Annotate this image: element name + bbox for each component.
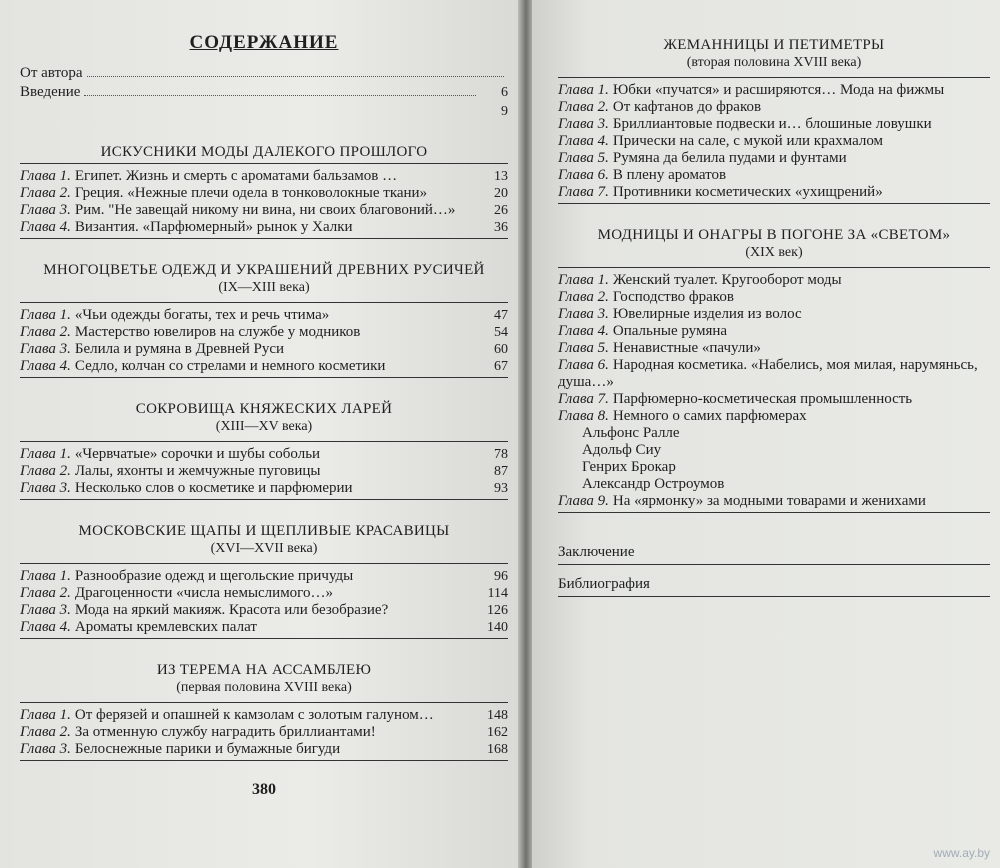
chapter-title: Египет. Жизнь и смерть с ароматами бальзамов … [74, 168, 398, 184]
entry-text [558, 306, 990, 323]
divider [20, 563, 508, 564]
chapter-number: Глава 4. [558, 133, 609, 149]
chapter-number: Глава 7. [558, 391, 609, 407]
chapter-title: Мода на яркий макияж. Красота или безобразие? [74, 602, 389, 618]
chapter-number: Глава 9. [558, 493, 609, 509]
entry-text [558, 357, 990, 391]
entry-text [20, 480, 480, 497]
section-title: ИСКУСНИКИ МОДЫ ДАЛЕКОГО ПРОШЛОГО [100, 144, 428, 160]
toc-entry[interactable] [20, 480, 508, 497]
chapter-title: Византия. «Парфюмерный» рынок у Халки [74, 219, 353, 235]
chapter-title: Лалы, яхонты и жемчужные пуговицы [74, 463, 321, 479]
chapter-title: Прически на сале, с мукой или крахмалом [612, 133, 884, 149]
chapter-title: На «ярмонку» за модными товарами и женихами [612, 493, 926, 509]
entry-page: 60 [494, 342, 508, 357]
toc-entry[interactable] [558, 167, 990, 184]
toc-entry[interactable] [558, 150, 990, 167]
chapter-title: Мастерство ювелиров на службе у модников [74, 324, 361, 340]
toc-section [20, 400, 508, 500]
toc-entry[interactable] [20, 341, 508, 358]
chapter-title: Парфюмерно-косметическая промышленность [612, 391, 913, 407]
toc-entry[interactable] [20, 307, 508, 324]
entry-text [558, 493, 990, 510]
perfumer-name[interactable]: Генрих Брокар [582, 459, 676, 475]
entry-text [558, 408, 990, 425]
divider [20, 702, 508, 703]
toc-entry[interactable] [558, 408, 990, 425]
toc-entry[interactable] [20, 446, 508, 463]
entry-text [20, 358, 480, 375]
chapter-title: Румяна да белила пудами и фунтами [612, 150, 847, 166]
entry-text [20, 568, 480, 585]
section-title: МОДНИЦЫ И ОНАГРЫ В ПОГОНЕ ЗА «СВЕТОМ» [597, 227, 951, 243]
chapter-number: Глава 3. [20, 602, 71, 618]
right-column [558, 0, 990, 601]
chapter-number: Глава 1. [558, 82, 609, 98]
chapter-number: Глава 4. [558, 323, 609, 339]
divider [20, 499, 508, 500]
divider [558, 203, 990, 204]
entry-label: От автора [20, 65, 83, 81]
entry-text [558, 289, 990, 306]
toc-entry[interactable] [558, 306, 990, 323]
entry-page: 87 [494, 464, 508, 479]
chapter-number: Глава 2. [20, 585, 71, 601]
chapter-title: В плену ароматов [612, 167, 727, 183]
toc-entry[interactable] [20, 358, 508, 375]
chapter-title: Ненавистные «пачули» [612, 340, 761, 356]
divider [558, 77, 990, 78]
chapter-title: Рим. "Не завещай никому ни вина, ни своих благовоний…» [74, 202, 456, 218]
chapter-number: Глава 3. [20, 341, 71, 357]
toc-entry[interactable] [20, 724, 508, 741]
chapter-title: Белила и румяна в Древней Руси [74, 341, 285, 357]
toc-title: СОДЕРЖАНИЕ [189, 32, 339, 53]
toc-entry[interactable] [20, 619, 508, 636]
section-title: ЖЕМАННИЦЫ И ПЕТИМЕТРЫ [663, 37, 885, 53]
section-period: (первая половина XVIII века) [176, 680, 352, 695]
entry-page: 78 [494, 447, 508, 462]
right-page [532, 0, 1000, 868]
chapter-number: Глава 1. [20, 168, 71, 184]
toc-section [20, 661, 508, 761]
entry-text [20, 219, 480, 236]
section-title: ИЗ ТЕРЕМА НА АССАМБЛЕЮ [156, 662, 372, 678]
chapter-number: Глава 5. [558, 340, 609, 356]
left-sections [20, 143, 508, 761]
entry-text [558, 184, 990, 201]
toc-entry[interactable] [558, 272, 990, 289]
entry-text [558, 133, 990, 150]
entry-text [20, 602, 480, 619]
entry-text [20, 168, 480, 185]
chapter-number: Глава 1. [20, 707, 71, 723]
dot-leader [84, 95, 476, 96]
chapter-number: Глава 3. [20, 741, 71, 757]
page-number: 380 [252, 781, 276, 798]
chapter-number: Глава 3. [20, 202, 71, 218]
chapter-title: Разнообразие одежд и щегольские причуды [74, 568, 354, 584]
entry-page: 36 [494, 220, 508, 235]
chapter-number: Глава 2. [20, 324, 71, 340]
entry-page: 20 [494, 186, 508, 201]
entry-page: 6 [501, 85, 508, 100]
toc-entry-introduction[interactable] [20, 83, 508, 102]
chapter-number: Глава 8. [558, 408, 609, 424]
toc-entry[interactable] [20, 202, 508, 219]
right-sections [558, 36, 990, 513]
section-period: (XVI—XVII века) [210, 541, 318, 556]
entry-page: 148 [487, 708, 508, 723]
toc-section [558, 36, 990, 204]
chapter-title: Юбки «пучатся» и расширяются… Мода на фижмы [612, 82, 945, 98]
divider [20, 638, 508, 639]
entry-text [20, 185, 480, 202]
entry-page: 114 [487, 586, 508, 601]
entry-page: 13 [494, 169, 508, 184]
chapter-title: Ювелирные изделия из волос [612, 306, 802, 322]
chapter-title: Бриллиантовые подвески и… блошиные ловушки [612, 116, 932, 132]
entry-text [558, 82, 990, 99]
chapter-number: Глава 5. [558, 150, 609, 166]
divider [20, 377, 508, 378]
toc-entry[interactable] [558, 133, 990, 150]
toc-entry[interactable] [558, 289, 990, 306]
chapter-number: Глава 1. [20, 446, 71, 462]
toc-entry-page-row [20, 102, 508, 121]
section-title: МНОГОЦВЕТЬЕ ОДЕЖД И УКРАШЕНИЙ ДРЕВНИХ РУСИЧЕЙ [43, 262, 485, 278]
section-title: МОСКОВСКИЕ ЩАПЫ И ЩЕПЛИВЫЕ КРАСАВИЦЫ [78, 523, 450, 539]
entry-text [558, 340, 990, 357]
perfumer-name[interactable]: Альфонс Ралле [582, 425, 680, 441]
chapter-title: Несколько слов о косметике и парфюмерии [74, 480, 353, 496]
toc-entry[interactable] [558, 116, 990, 133]
divider [558, 564, 990, 565]
toc-entry-foreword[interactable] [20, 64, 508, 83]
entry-page: 54 [494, 325, 508, 340]
section-title: СОКРОВИЩА КНЯЖЕСКИХ ЛАРЕЙ [135, 401, 393, 417]
entry-text [558, 323, 990, 340]
toc-section [20, 261, 508, 378]
divider [20, 302, 508, 303]
chapter-number: Глава 3. [558, 306, 609, 322]
entry-text [558, 116, 990, 133]
toc-entry[interactable] [558, 323, 990, 340]
chapter-title: Опальные румяна [612, 323, 728, 339]
entry-page: 126 [487, 603, 508, 618]
entry-label: Введение [20, 84, 81, 100]
entry-page: 162 [487, 725, 508, 740]
divider [558, 267, 990, 268]
entry-page: 67 [494, 359, 508, 374]
chapter-title: Седло, колчан со стрелами и немного косметики [74, 358, 386, 374]
toc-entry[interactable] [558, 493, 990, 510]
entry-text [20, 341, 480, 358]
perfumer-name[interactable]: Александр Остроумов [582, 476, 725, 492]
chapter-title: Белоснежные парики и бумажные бигуди [74, 741, 341, 757]
divider [20, 760, 508, 761]
section-period: (XIII—XV века) [215, 419, 313, 434]
chapter-number: Глава 2. [20, 463, 71, 479]
chapter-title: Драгоценности «числа немыслимого…» [74, 585, 333, 601]
chapter-number: Глава 4. [20, 219, 71, 235]
entry-label: Заключение [558, 544, 635, 560]
entry-text [558, 167, 990, 184]
divider [558, 512, 990, 513]
toc-entry[interactable] [20, 568, 508, 585]
toc-entry[interactable] [20, 463, 508, 480]
toc-entry[interactable] [558, 357, 990, 391]
chapter-title: За отменную службу наградить бриллиантами! [74, 724, 376, 740]
perfumer-name[interactable]: Адольф Сиу [582, 442, 662, 458]
entry-text [20, 741, 480, 758]
entry-label: Библиография [558, 576, 650, 592]
section-period: (вторая половина XVIII века) [686, 55, 862, 70]
entry-text [558, 391, 990, 408]
chapter-number: Глава 4. [20, 619, 71, 635]
entry-text [20, 724, 480, 741]
chapter-number: Глава 2. [558, 289, 609, 305]
chapter-number: Глава 1. [20, 307, 71, 323]
chapter-title: Женский туалет. Кругооборот моды [612, 272, 842, 288]
chapter-title: «Чьи одежды богаты, тех и речь чтима» [74, 307, 330, 323]
divider [20, 238, 508, 239]
toc-entry[interactable] [20, 324, 508, 341]
chapter-number: Глава 1. [20, 568, 71, 584]
entry-text [20, 446, 480, 463]
toc-entry[interactable] [20, 585, 508, 602]
chapter-number: Глава 7. [558, 184, 609, 200]
entry-text [558, 272, 990, 289]
toc-entry[interactable] [558, 82, 990, 99]
entry-page: 140 [487, 620, 508, 635]
toc-entry-conclusion[interactable] [558, 543, 990, 562]
entry-page: 26 [494, 203, 508, 218]
chapter-number: Глава 2. [20, 185, 71, 201]
left-column [20, 0, 508, 799]
toc-section [20, 143, 508, 239]
toc-entry[interactable] [20, 602, 508, 619]
toc-entry[interactable] [558, 340, 990, 357]
chapter-title: Греция. «Нежные плечи одела в тонковолокные ткани» [74, 185, 428, 201]
chapter-number: Глава 3. [558, 116, 609, 132]
entry-text [558, 99, 990, 116]
chapter-number: Глава 6. [558, 167, 609, 183]
entry-text [20, 619, 480, 636]
divider [20, 441, 508, 442]
chapter-title: Ароматы кремлевских палат [74, 619, 257, 635]
entry-page: 47 [494, 308, 508, 323]
entry-text [558, 150, 990, 167]
toc-entry[interactable] [20, 185, 508, 202]
entry-text [20, 707, 480, 724]
chapter-title: Господство фраков [612, 289, 734, 305]
entry-page: 168 [487, 742, 508, 757]
toc-entry[interactable] [20, 741, 508, 758]
entry-page: 96 [494, 569, 508, 584]
entry-page: 93 [494, 481, 508, 496]
chapter-number: Глава 6. [558, 357, 609, 373]
chapter-title: «Червчатые» сорочки и шубы собольи [74, 446, 321, 462]
toc-entry[interactable] [558, 99, 990, 116]
chapter-number: Глава 1. [558, 272, 609, 288]
divider [558, 596, 990, 597]
chapter-title: Противники косметических «ухищрений» [612, 184, 883, 200]
dot-leader [87, 76, 504, 77]
toc-entry[interactable] [20, 219, 508, 236]
toc-entry-bibliography[interactable] [558, 575, 990, 594]
section-period: (IX—XIII века) [218, 280, 310, 295]
toc-section [558, 226, 990, 513]
chapter-title: Немного о самих парфюмерах [612, 408, 807, 424]
chapter-number: Глава 2. [20, 724, 71, 740]
section-period: (XIX век) [745, 245, 803, 260]
chapter-title: От ферязей и опашней к камзолам с золотым галуном… [74, 707, 434, 723]
entry-text [20, 307, 480, 324]
divider [20, 163, 508, 164]
chapter-title: От кафтанов до фраков [612, 99, 762, 115]
toc-entry[interactable] [558, 391, 990, 408]
entry-text [20, 202, 480, 219]
chapter-number: Глава 4. [20, 358, 71, 374]
entry-text [20, 463, 480, 480]
front-matter [20, 64, 508, 121]
chapter-title: Народная косметика. «Набелись, моя милая, нарумяньсь, душа…» [558, 357, 978, 390]
chapter-number: Глава 3. [20, 480, 71, 496]
chapter-number: Глава 2. [558, 99, 609, 115]
watermark: www.ay.by [933, 846, 990, 860]
entry-page: 9 [501, 104, 508, 119]
toc-entry[interactable] [558, 184, 990, 201]
entry-text [20, 585, 480, 602]
toc-section [20, 522, 508, 639]
toc-entry[interactable] [20, 707, 508, 724]
toc-entry[interactable] [20, 168, 508, 185]
entry-text [20, 324, 480, 341]
